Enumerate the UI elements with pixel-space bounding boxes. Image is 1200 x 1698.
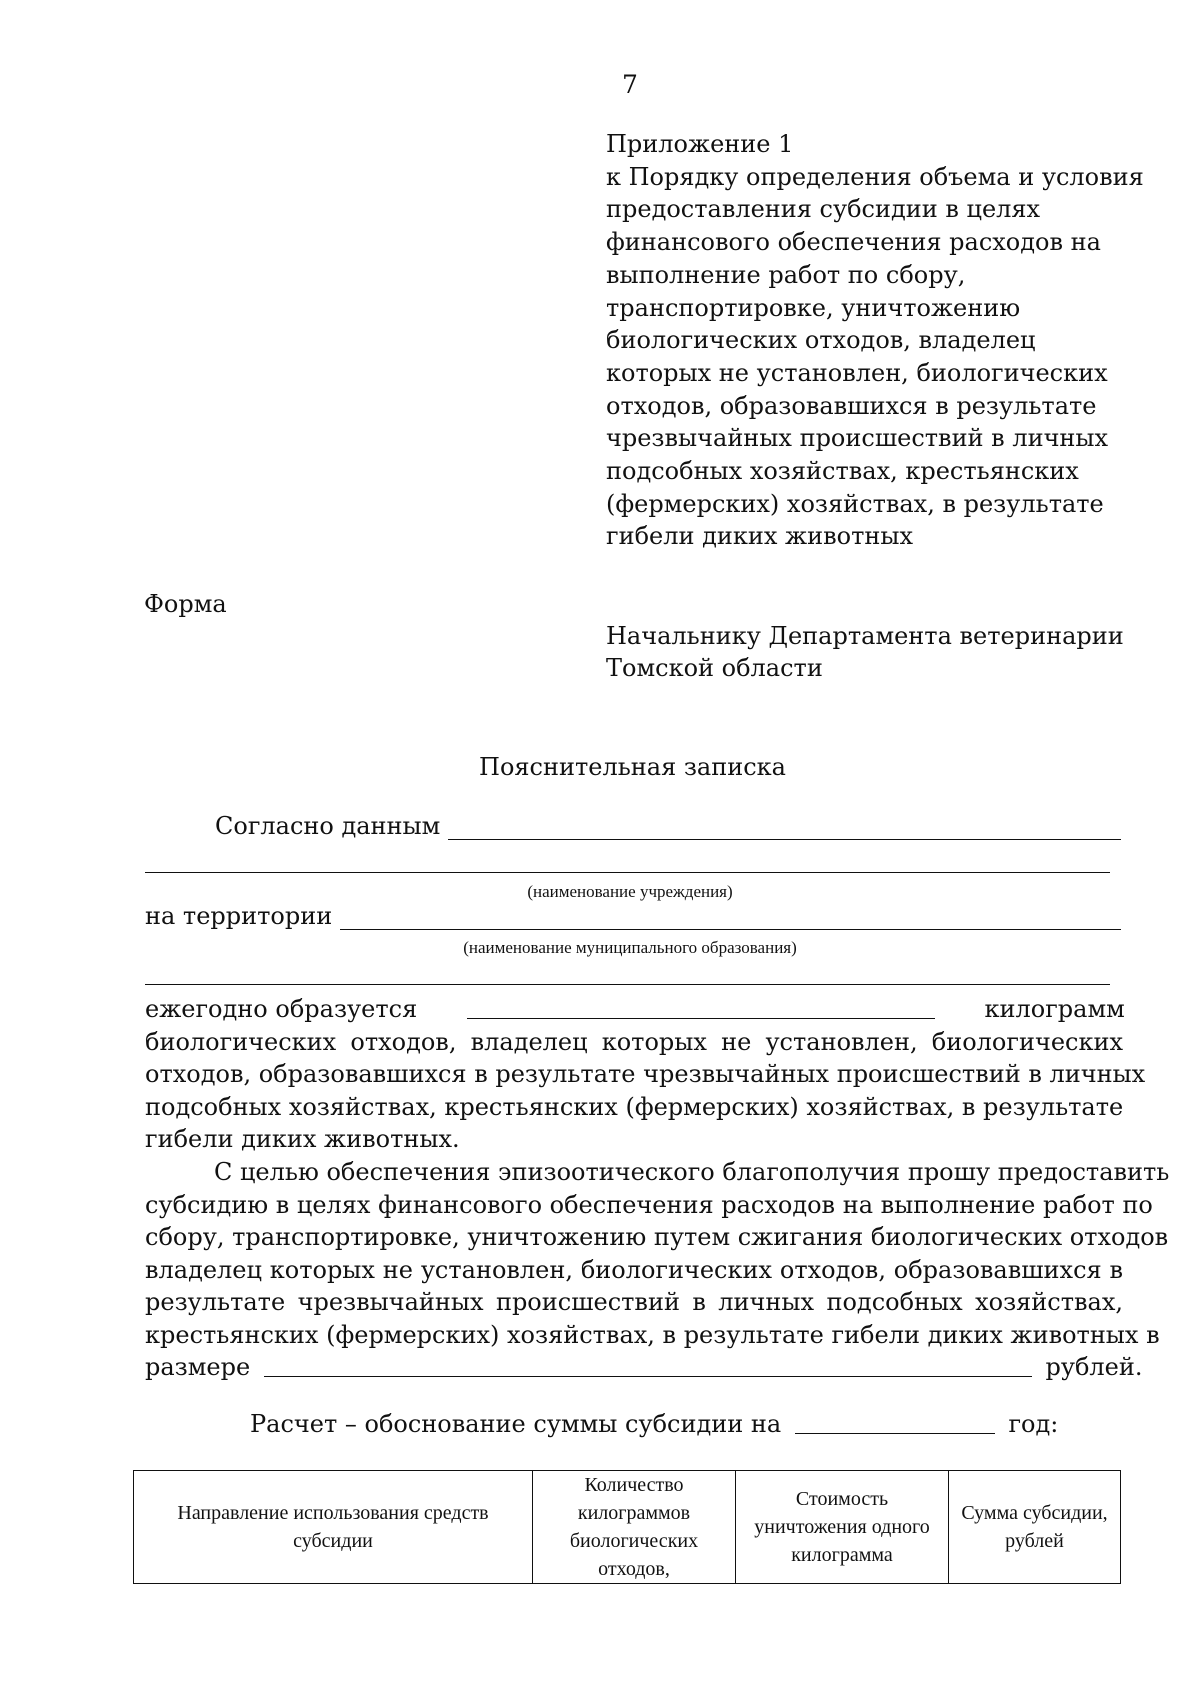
appendix-line: (фермерских) хозяйствах, в результате xyxy=(606,489,1104,518)
appendix-line: биологических отходов, владелец xyxy=(606,326,1036,355)
paragraph-line: биологических отходов, владелец которых не установлен, биологических xyxy=(145,1027,1123,1056)
word-forms: образуется xyxy=(275,995,418,1023)
table-header-cell: Количество килограммов биологических отходов, xyxy=(533,1471,736,1584)
territory-label: на территории xyxy=(145,902,333,930)
paragraph-line: сбору, транспортировке, уничтожению путем сжигания биологических отходов xyxy=(145,1223,1169,1251)
appendix-line: отходов, образовавшихся в результате xyxy=(606,391,1097,420)
amount-field[interactable] xyxy=(264,1376,1032,1377)
addressee-block xyxy=(606,620,1124,684)
amount-suffix: рублей. xyxy=(1045,1353,1143,1381)
appendix-line: предоставления субсидии в целях xyxy=(606,195,1041,224)
table-header-row xyxy=(134,1471,1121,1584)
according-row xyxy=(215,812,1121,840)
calculation-table xyxy=(133,1470,1121,1584)
paragraph-line: субсидию в целях финансового обеспечения расходов на выполнение работ по xyxy=(145,1190,1153,1219)
calculation-prefix: Расчет – обоснование суммы субсидии на xyxy=(250,1410,782,1438)
calculation-title xyxy=(250,1410,1058,1438)
appendix-line: выполнение работ по сбору, xyxy=(606,260,966,289)
form-label: Форма xyxy=(144,590,227,618)
page-number: 7 xyxy=(622,70,638,99)
paragraph-line: крестьянских (фермерских) хозяйствах, в результате гибели диких животных в xyxy=(145,1320,1160,1349)
addressee-line-1: Начальнику Департамента ветеринарии xyxy=(606,622,1124,650)
institution-field-continuation[interactable] xyxy=(145,872,1110,873)
appendix-line: финансового обеспечения расходов на xyxy=(606,228,1101,257)
table-header-cell: Стоимость уничтожения одного килограмма xyxy=(736,1471,949,1584)
appendix-line: транспортировке, уничтожению xyxy=(606,293,1021,322)
paragraph-line: владелец которых не установлен, биологических отходов, образовавшихся в xyxy=(145,1255,1123,1284)
paragraph-line: результате чрезвычайных происшествий в личных подсобных хозяйствах, xyxy=(145,1288,1123,1316)
according-label: Согласно данным xyxy=(215,812,441,840)
institution-caption: (наименование учреждения) xyxy=(527,882,733,901)
appendix-line: к Порядку определения объема и условия xyxy=(606,162,1144,191)
word-annually: ежегодно xyxy=(145,995,268,1023)
appendix-line: чрезвычайных происшествий в личных xyxy=(606,424,1109,453)
year-field[interactable] xyxy=(795,1433,995,1434)
addressee-line-2: Томской области xyxy=(606,654,823,682)
table-header-cell: Направление использования средств субсидии xyxy=(134,1471,533,1584)
word-kilograms: килограмм xyxy=(984,995,1125,1023)
amount-prefix: размере xyxy=(145,1353,251,1381)
paragraph-request xyxy=(145,1156,1170,1384)
document-title: Пояснительная записка xyxy=(479,753,786,781)
municipality-caption: (наименование муниципального образования) xyxy=(463,938,797,957)
paragraph-line xyxy=(145,1351,1143,1384)
municipality-field-continuation[interactable] xyxy=(145,984,1110,985)
appendix-line: Приложение 1 xyxy=(606,130,794,158)
appendix-line: которых не установлен, биологических xyxy=(606,358,1108,387)
territory-row xyxy=(145,902,1121,930)
appendix-line: гибели диких животных xyxy=(606,522,913,551)
paragraph-line xyxy=(145,993,1123,1026)
paragraph-line: С целью обеспечения эпизоотического благополучия прошу предоставить xyxy=(214,1158,1170,1186)
municipality-field[interactable] xyxy=(340,905,1121,930)
paragraph-waste-volume xyxy=(145,993,1146,1156)
appendix-block xyxy=(606,128,1144,553)
paragraph-line: гибели диких животных. xyxy=(145,1125,460,1153)
kilograms-field[interactable] xyxy=(467,1018,935,1019)
institution-field[interactable] xyxy=(448,815,1121,840)
paragraph-line: подсобных хозяйствах, крестьянских (фермерских) хозяйствах, в результате xyxy=(145,1092,1124,1121)
paragraph-line: отходов, образовавшихся в результате чрезвычайных происшествий в личных xyxy=(145,1060,1146,1088)
calculation-suffix: год: xyxy=(1008,1410,1059,1438)
table-header-cell: Сумма субсидии, рублей xyxy=(949,1471,1121,1584)
appendix-line: подсобных хозяйствах, крестьянских xyxy=(606,457,1079,486)
